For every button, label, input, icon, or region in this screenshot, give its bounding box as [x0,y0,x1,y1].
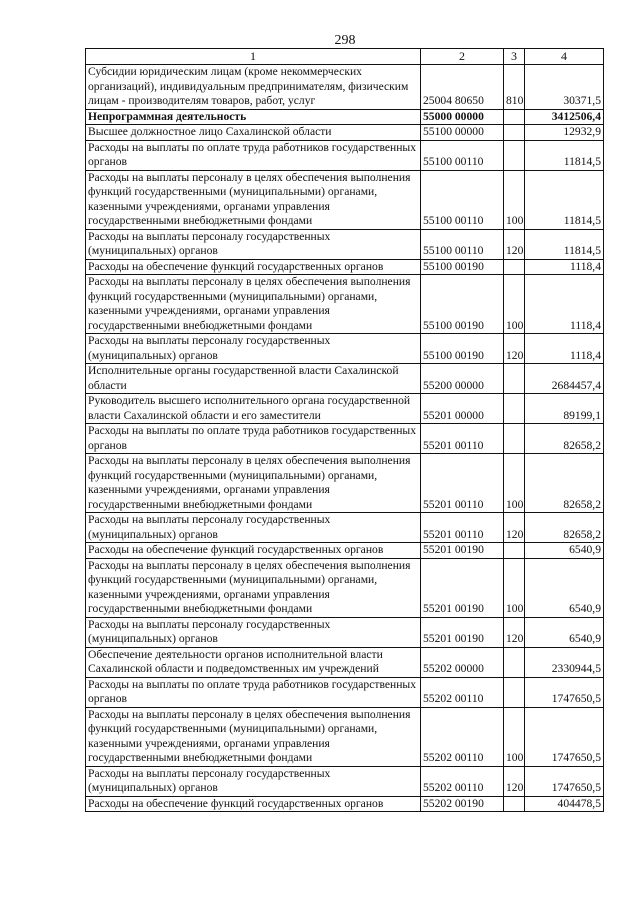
row-code: 55100 00110 [421,170,504,229]
table-row [86,65,604,110]
table-row [86,796,604,812]
row-amount: 11814,5 [525,140,604,170]
row-name: Расходы на выплаты по оплате труда работников государственных органов [86,677,421,707]
row-name: Расходы на выплаты персоналу в целях обеспечения выполнения функций государственными (муниципальными) органами, казенными учреждениями, органами управления государственными внебюджетными фондами [86,275,421,334]
column-header: 1 [86,49,421,65]
row-type: 120 [504,617,525,647]
row-code: 55100 00110 [421,229,504,259]
header-row [86,49,604,65]
row-type [504,364,525,394]
table-row [86,424,604,454]
row-type: 100 [504,707,525,766]
row-code: 55202 00000 [421,647,504,677]
table-row [86,125,604,141]
row-type: 100 [504,558,525,617]
row-type [504,394,525,424]
table-row [86,140,604,170]
row-name: Расходы на выплаты по оплате труда работников государственных органов [86,140,421,170]
row-code: 55202 00110 [421,677,504,707]
row-amount: 11814,5 [525,229,604,259]
row-name: Субсидии юридическим лицам (кроме некоммерческих организаций), индивидуальным предпринимателям, физическим лицам - производителям товаров, работ, услуг [86,65,421,110]
budget-table [85,48,604,812]
table-row [86,617,604,647]
row-type [504,647,525,677]
table-row [86,454,604,513]
row-type: 100 [504,454,525,513]
row-code: 55100 00000 [421,125,504,141]
table-row [86,543,604,559]
row-amount: 82658,2 [525,424,604,454]
table-row [86,109,604,125]
row-type [504,796,525,812]
table-row [86,229,604,259]
row-code: 55201 00190 [421,617,504,647]
row-name: Расходы на выплаты персоналу государственных (муниципальных) органов [86,766,421,796]
row-amount: 82658,2 [525,454,604,513]
row-type [504,109,525,125]
row-type: 120 [504,334,525,364]
row-type: 100 [504,275,525,334]
row-name: Расходы на выплаты персоналу государственных (муниципальных) органов [86,513,421,543]
row-amount: 11814,5 [525,170,604,229]
table-row [86,170,604,229]
row-type [504,140,525,170]
row-code: 55100 00190 [421,334,504,364]
row-amount: 1747650,5 [525,677,604,707]
row-code: 55201 00190 [421,558,504,617]
row-amount: 89199,1 [525,394,604,424]
row-amount: 6540,9 [525,558,604,617]
row-code: 55100 00110 [421,140,504,170]
row-type: 100 [504,170,525,229]
row-amount: 404478,5 [525,796,604,812]
row-code: 55201 00110 [421,424,504,454]
row-code: 55202 00110 [421,766,504,796]
row-code: 55100 00190 [421,275,504,334]
row-name: Обеспечение деятельности органов исполнительной власти Сахалинской области и подведомственных им учреждений [86,647,421,677]
row-code: 55202 00190 [421,796,504,812]
row-amount: 3412506,4 [525,109,604,125]
row-amount: 1747650,5 [525,766,604,796]
table-row [86,707,604,766]
table-row [86,766,604,796]
table-row [86,364,604,394]
table-row [86,647,604,677]
row-name: Расходы на выплаты персоналу в целях обеспечения выполнения функций государственными (муниципальными) органами, казенными учреждениями, органами управления государственными внебюджетными фондами [86,707,421,766]
row-code: 55201 00190 [421,543,504,559]
table-row [86,677,604,707]
table-row [86,394,604,424]
row-amount: 1747650,5 [525,707,604,766]
row-code: 55201 00110 [421,513,504,543]
row-amount: 1118,4 [525,259,604,275]
row-name: Расходы на обеспечение функций государственных органов [86,543,421,559]
row-type [504,677,525,707]
row-amount: 1118,4 [525,275,604,334]
row-name: Расходы на выплаты персоналу в целях обеспечения выполнения функций государственными (муниципальными) органами, казенными учреждениями, органами управления государственными внебюджетными фондами [86,454,421,513]
row-name: Расходы на обеспечение функций государственных органов [86,796,421,812]
row-amount: 12932,9 [525,125,604,141]
column-header: 3 [504,49,525,65]
row-type [504,125,525,141]
row-code: 55201 00110 [421,454,504,513]
row-code: 55201 00000 [421,394,504,424]
row-amount: 82658,2 [525,513,604,543]
row-name: Расходы на выплаты персоналу государственных (муниципальных) органов [86,334,421,364]
row-code: 55000 00000 [421,109,504,125]
row-name: Расходы на выплаты персоналу в целях обеспечения выполнения функций государственными (муниципальными) органами, казенными учреждениями, органами управления государственными внебюджетными фондами [86,170,421,229]
row-code: 55202 00110 [421,707,504,766]
row-name: Расходы на выплаты персоналу государственных (муниципальных) органов [86,617,421,647]
row-name: Расходы на выплаты персоналу в целях обеспечения выполнения функций государственными (муниципальными) органами, казенными учреждениями, органами управления государственными внебюджетными фондами [86,558,421,617]
row-amount: 2330944,5 [525,647,604,677]
page-number: 298 [334,33,356,48]
row-name: Непрограммная деятельность [86,109,421,125]
row-amount: 2684457,4 [525,364,604,394]
row-code: 55100 00190 [421,259,504,275]
row-code: 25004 80650 [421,65,504,110]
row-type: 120 [504,229,525,259]
column-header: 4 [525,49,604,65]
row-type [504,543,525,559]
row-type [504,424,525,454]
row-name: Расходы на выплаты персоналу государственных (муниципальных) органов [86,229,421,259]
table-row [86,513,604,543]
table-row [86,558,604,617]
row-amount: 1118,4 [525,334,604,364]
row-type: 120 [504,513,525,543]
row-amount: 6540,9 [525,543,604,559]
row-type [504,259,525,275]
row-type: 810 [504,65,525,110]
table-row [86,275,604,334]
row-name: Расходы на выплаты по оплате труда работников государственных органов [86,424,421,454]
row-name: Расходы на обеспечение функций государственных органов [86,259,421,275]
row-amount: 30371,5 [525,65,604,110]
row-code: 55200 00000 [421,364,504,394]
table-row [86,259,604,275]
row-type: 120 [504,766,525,796]
row-amount: 6540,9 [525,617,604,647]
row-name: Исполнительные органы государственной власти Сахалинской области [86,364,421,394]
table-row [86,334,604,364]
column-header: 2 [421,49,504,65]
row-name: Руководитель высшего исполнительного органа государственной власти Сахалинской области и его заместители [86,394,421,424]
row-name: Высшее должностное лицо Сахалинской области [86,125,421,141]
